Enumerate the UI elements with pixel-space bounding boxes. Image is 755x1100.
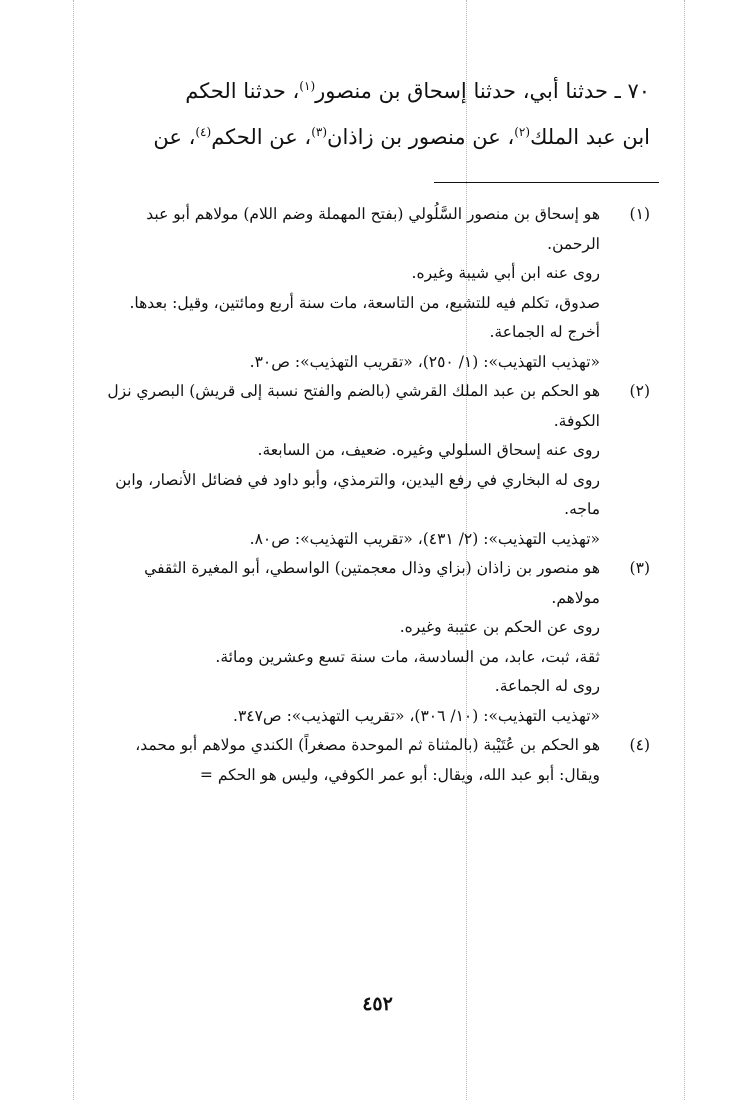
footnote-line: هو الحكم بن عبد الملك القرشي (بالضم والفتح نسبة إلى قريش) البصري نزل الكوفة.	[107, 382, 600, 430]
footnote-line: «تهذيب التهذيب»: (١/ ٢٥٠)، «تقريب التهذيب»: ص٣٠.	[249, 352, 600, 371]
footnote-line: «تهذيب التهذيب»: (١٠/ ٣٠٦)، «تقريب التهذيب»: ص٣٤٧.	[233, 706, 600, 725]
footnote-line: روى عنه ابن أبي شيبة وغيره.	[411, 264, 600, 282]
footnote-line: روى عن الحكم بن عتيبة وغيره.	[399, 618, 600, 636]
footnote-line: روى له الجماعة.	[494, 677, 600, 695]
footnote-line: صدوق، تكلم فيه للتشيع، من التاسعة، مات سنة أربع ومائتين، وقيل: بعدها.	[129, 293, 600, 312]
main-line-1-a: ٧٠ ـ حدثنا أبي، حدثنا إسحاق بن منصور	[315, 79, 650, 103]
main-line-2-c: ، عن الحكم	[211, 125, 312, 149]
footnote-number: (١)	[629, 205, 650, 223]
footnote-line: روى عنه إسحاق السلولي وغيره. ضعيف، من السابعة.	[257, 441, 600, 459]
footnote-4	[105, 731, 650, 790]
footnote-line: «تهذيب التهذيب»: (٢/ ٤٣١)، «تقريب التهذيب»: ص٨٠.	[249, 529, 600, 548]
footnote-line: ثقة، ثبت، عابد، من السادسة، مات سنة تسع وعشرين ومائة.	[215, 647, 600, 666]
main-line-2-b: ، عن منصور بن زاذان	[327, 125, 515, 149]
footnote-line: أخرج له الجماعة.	[489, 323, 600, 341]
main-line-1-b: ، حدثنا الحكم	[185, 79, 300, 103]
footnote-line: هو إسحاق بن منصور السَّلُولي (بفتح المهملة وضم اللام) مولاهم أبو عبد الرحمن.	[146, 205, 600, 253]
footnote-line: هو منصور بن زاذان (بزاي وذال معجمتين) الواسطي، أبو المغيرة الثقفي مولاهم.	[144, 559, 600, 607]
footnote-line: روى له البخاري في رفع اليدين، والترمذي، وأبو داود في فضائل الأنصار، وابن ماجه.	[115, 470, 600, 518]
footnote-number: (٣)	[629, 559, 650, 577]
main-line-2	[90, 114, 650, 160]
main-text	[90, 68, 650, 160]
footnote-ref-2[interactable]: (٢)	[514, 125, 531, 139]
footnote-ref-3[interactable]: (٣)	[311, 125, 328, 139]
footnote-number: (٢)	[629, 382, 650, 400]
footnote-3	[105, 554, 650, 731]
footnotes	[105, 200, 650, 790]
main-line-2-d: ، عن	[153, 125, 196, 149]
main-line-2-a: ابن عبد الملك	[530, 125, 650, 149]
page-number: ٤٥٢	[362, 993, 393, 1015]
main-line-1	[90, 68, 650, 114]
footnote-2	[105, 377, 650, 554]
footnote-ref-4[interactable]: (٤)	[195, 125, 212, 139]
footnote-separator	[434, 182, 659, 183]
footnote-ref-1[interactable]: (١)	[299, 79, 316, 93]
footnote-number: (٤)	[629, 736, 650, 754]
footnote-1	[105, 200, 650, 377]
footnote-line: هو الحكم بن عُتَيْبة (بالمثناة ثم الموحدة مصغراً) الكندي مولاهم أبو محمد، ويقال: أبو عبد الله، ويقال: أبو عمر الكوفي، وليس هو الحكم =	[135, 736, 600, 784]
